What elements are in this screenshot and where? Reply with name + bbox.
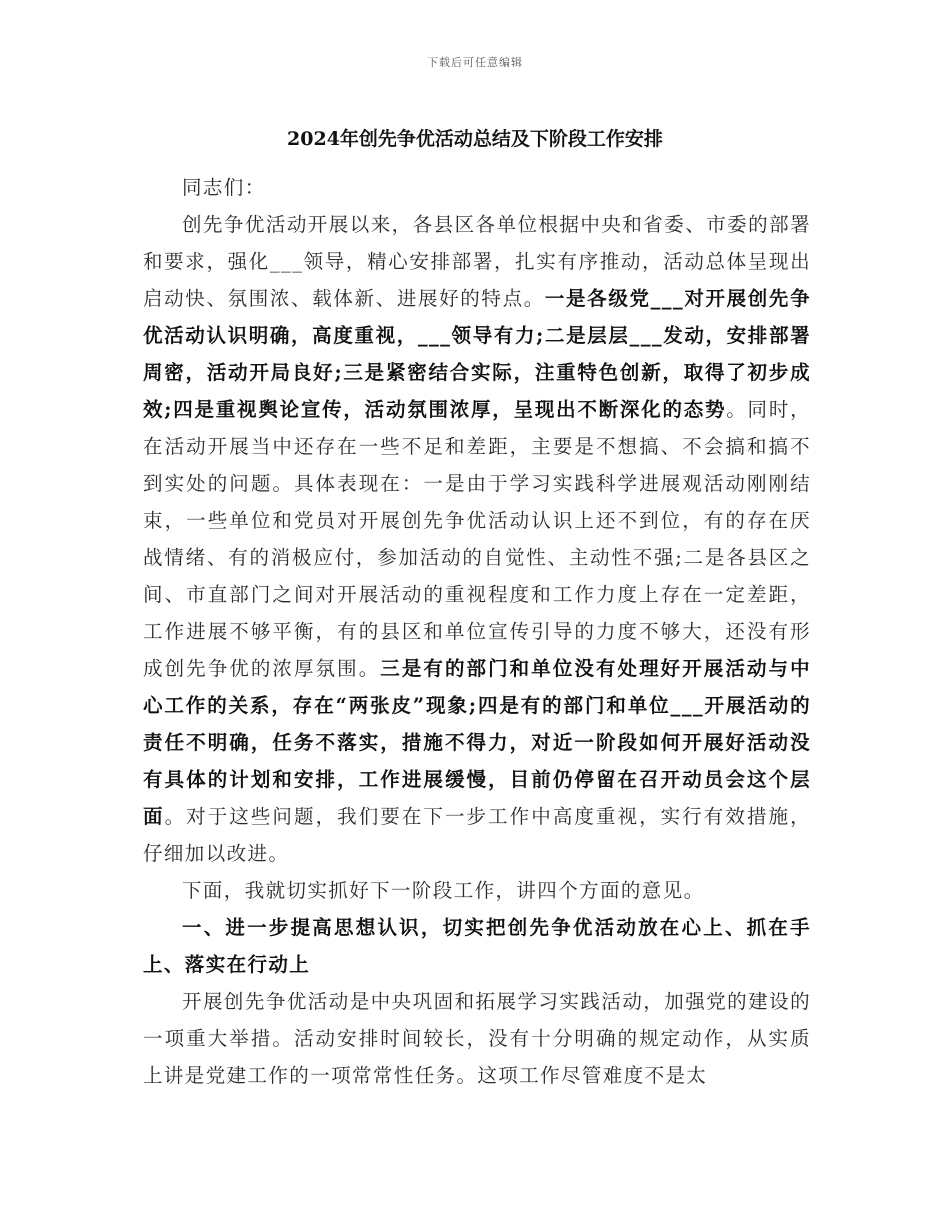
salutation: 同志们： xyxy=(182,176,266,199)
paragraph-2: 下面，我就切实抓好下一阶段工作，讲四个方面的意见。 xyxy=(182,879,705,902)
paragraph-1 xyxy=(143,206,811,872)
paragraph-3: 开展创先争优活动是中央巩固和拓展学习实践活动，加强党的建设的一项重大举措。活动安排时间较长，没有十分明确的规定动作，从实质上讲是党建工作的一项常常性任务。这项工作尽管难度不是太 xyxy=(143,990,811,1087)
section-heading-1: 一、进一步提高思想认识，切实把创先争优活动放在心上、抓在手上、落实在行动上 xyxy=(143,916,811,976)
page-header-note: 下载后可任意编辑 xyxy=(427,56,523,69)
paragraph-1-conclusion: 。对于这些问题，我们要在下一步工作中高度重视，实行有效措施，仔细加以改进。 xyxy=(143,805,811,865)
paragraph-1-problems: 。同时，在活动开展当中还存在一些不足和差距，主要是不想搞、不会搞和搞不到实处的问题。具体表现在：一是由于学习实践科学进展观活动刚刚结束，一些单位和党员对开展创先争优活动认识上还不到位，有的存在厌战情绪、有的消极应付，参加活动的自觉性、主动性不强;二是各县区之间、市直部门之间对开展活动的重视程度和工作力度上存在一定差距，工作进展不够平衡，有的县区和单位宣传引导的力度不够大，还没有形成创先争优的浓厚氛围。 xyxy=(143,398,811,680)
paragraph-1-intro: 创先争优活动开展以来，各县区各单位根据中央和省委、市委的部署和要求，强化___领导，精心安排部署，扎实有序推动，活动总体呈现出启动快、氛围浓、载体新、进展好的特点。 xyxy=(143,213,811,310)
document-body xyxy=(143,169,811,1094)
paragraph-1-bold-highlights: 一是各级党___对开展创先争优活动认识明确，高度重视，___领导有力;二是层层___发动，安排部署周密，活动开局良好;三是紧密结合实际，注重特色创新，取得了初步成效;四是重视舆论宣传，活动氛围浓厚，呈现出不断深化的态势 xyxy=(143,287,811,421)
document-title: 2024年创先争优活动总结及下阶段工作安排 xyxy=(287,128,663,150)
paragraph-1-bold-problems: 三是有的部门和单位没有处理好开展活动与中心工作的关系，存在“两张皮”现象;四是有的部门和单位___开展活动的责任不明确，任务不落实，措施不得力，对近一阶段如何开展好活动没有具体的计划和安排，工作进展缓慢，目前仍停留在召开动员会这个层面 xyxy=(143,657,811,828)
